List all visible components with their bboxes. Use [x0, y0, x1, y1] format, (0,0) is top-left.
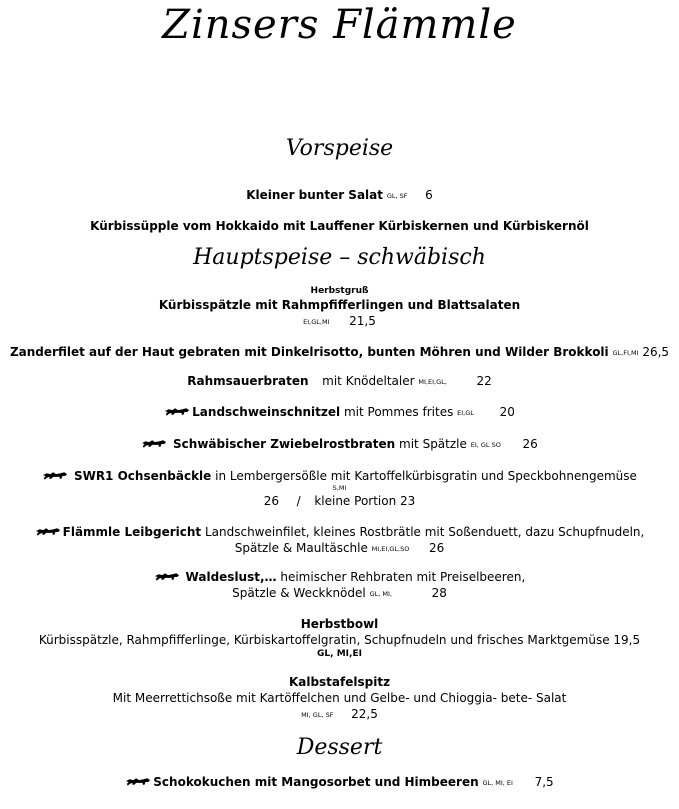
item-waldeslust: [0, 570, 679, 585]
item-price: 26: [429, 541, 445, 555]
item-desc: heimischer Rehbraten mit Preiselbeeren,: [280, 570, 526, 584]
herbstgruss-label: Herbstgruß: [310, 286, 369, 296]
item-price: 20: [499, 405, 515, 419]
item-desc: mit Spätzle: [399, 437, 467, 451]
item-price: 22: [476, 374, 492, 388]
item-price: 26: [263, 494, 279, 508]
item-desc: Spätzle & Weckknödel: [232, 586, 366, 600]
lion-icon: [154, 571, 180, 583]
lion-icon: [164, 406, 190, 418]
item-price: 26: [522, 437, 538, 451]
item-desc: mit Knödeltaler: [322, 374, 415, 388]
lion-icon: [42, 470, 68, 482]
item-kalbstafelspitz-name: Kalbstafelspitz: [288, 675, 391, 689]
section-hauptspeise: Hauptspeise – schwäbisch: [193, 245, 486, 270]
price-separator: /: [296, 494, 301, 508]
item-kuerbisspaetzle-meta: [0, 314, 679, 330]
lion-icon: [125, 776, 151, 788]
item-ochsenbaeckle: [0, 469, 679, 484]
item-name: Landschweinschnitzel: [192, 405, 341, 419]
item-schokokuchen: [0, 775, 679, 791]
item-desc: Landschweinfilet, kleines Rostbrätle mit Soßenduett, dazu Schupfnudeln,: [204, 525, 645, 539]
item-herbstbowl-allergens: GL, MI,EI: [317, 649, 362, 659]
item-name: Schokokuchen mit Mangosorbet und Himbeeren: [153, 775, 479, 789]
item-price: 21,5: [349, 314, 376, 328]
item-price: 7,5: [534, 775, 554, 789]
item-herbstbowl-desc: Kürbisspätzle, Rahmpfifferlinge, Kürbiskartoffelgratin, Schupfnudeln und frisches Marktgemüse 19,5: [38, 633, 641, 647]
item-allergens: GL, MI,: [369, 590, 392, 598]
item-name: Flämmle Leibgericht: [62, 525, 202, 539]
item-kalbstafelspitz-desc: Mit Meerrettichsoße mit Kartöffelchen und Gelbe- und Chioggia- bete- Salat: [112, 691, 567, 705]
item-kalbstafelspitz-meta: [0, 707, 679, 723]
item-waldeslust-cont: [0, 586, 679, 602]
item-landschweinschnitzel: [0, 405, 679, 421]
item-desc: Spätzle & Maultäschle: [234, 541, 368, 555]
small-portion-price: 23: [400, 494, 416, 508]
item-ochsenbaeckle-allergens: S,MI: [332, 484, 347, 492]
item-zwiebelrostbraten: [0, 437, 679, 453]
item-name: Rahmsauerbraten: [187, 374, 309, 388]
item-allergens: MI, GL, SF: [301, 711, 334, 719]
item-kuerbissuepple: Kürbissüpple vom Hokkaido mit Lauffener Kürbiskernen und Kürbiskernöl: [90, 219, 589, 233]
item-allergens: GL,FI,MI: [612, 349, 639, 357]
item-allergens: EI, GL SO: [470, 441, 501, 449]
item-allergens: GL, SF: [386, 192, 408, 200]
section-vorspeise: Vorspeise: [285, 136, 394, 161]
item-price: 6: [425, 188, 433, 202]
item-name: Kleiner bunter Salat: [246, 188, 383, 202]
item-rahmsauerbraten: [0, 374, 679, 390]
item-allergens: MI,EI,GL,: [418, 378, 447, 386]
item-allergens: EI,GL,MI: [303, 318, 330, 326]
item-price: 28: [431, 586, 447, 600]
item-name: SWR1 Ochsenbäckle: [73, 469, 212, 483]
item-desc: mit Pommes frites: [343, 405, 454, 419]
item-ochsenbaeckle-prices: [0, 494, 679, 509]
item-allergens: GL, MI, EI: [482, 779, 513, 787]
item-name: Waldeslust,…: [185, 570, 277, 584]
item-allergens: EI,GL: [457, 409, 474, 417]
item-name: Schwäbischer Zwiebelrostbraten: [173, 437, 396, 451]
item-desc: in Lembergersößle mit Kartoffelkürbisgratin und Speckbohnengemüse: [215, 469, 637, 483]
lion-icon: [141, 438, 167, 450]
small-portion-label: kleine Portion: [314, 494, 397, 508]
lion-icon: [35, 526, 61, 538]
item-price: 22,5: [351, 707, 378, 721]
section-dessert: Dessert: [296, 735, 383, 760]
item-allergens: MI,EI,GL,SO: [371, 545, 410, 553]
item-herbstbowl-name: Herbstbowl: [300, 617, 379, 631]
item-leibgericht-cont: [0, 541, 679, 557]
item-price: 26,5: [642, 345, 670, 359]
item-name: Zanderfilet auf der Haut gebraten mit Dinkelrisotto, bunten Möhren und Wilder Brokkoli: [9, 345, 609, 359]
item-salat: [0, 188, 679, 204]
menu-title: Zinsers Flämmle: [162, 2, 517, 48]
item-kuerbisspaetzle: Kürbisspätzle mit Rahmpfifferlingen und Blattsalaten: [158, 298, 521, 312]
item-leibgericht: [0, 525, 679, 540]
item-zanderfilet: [0, 345, 679, 361]
